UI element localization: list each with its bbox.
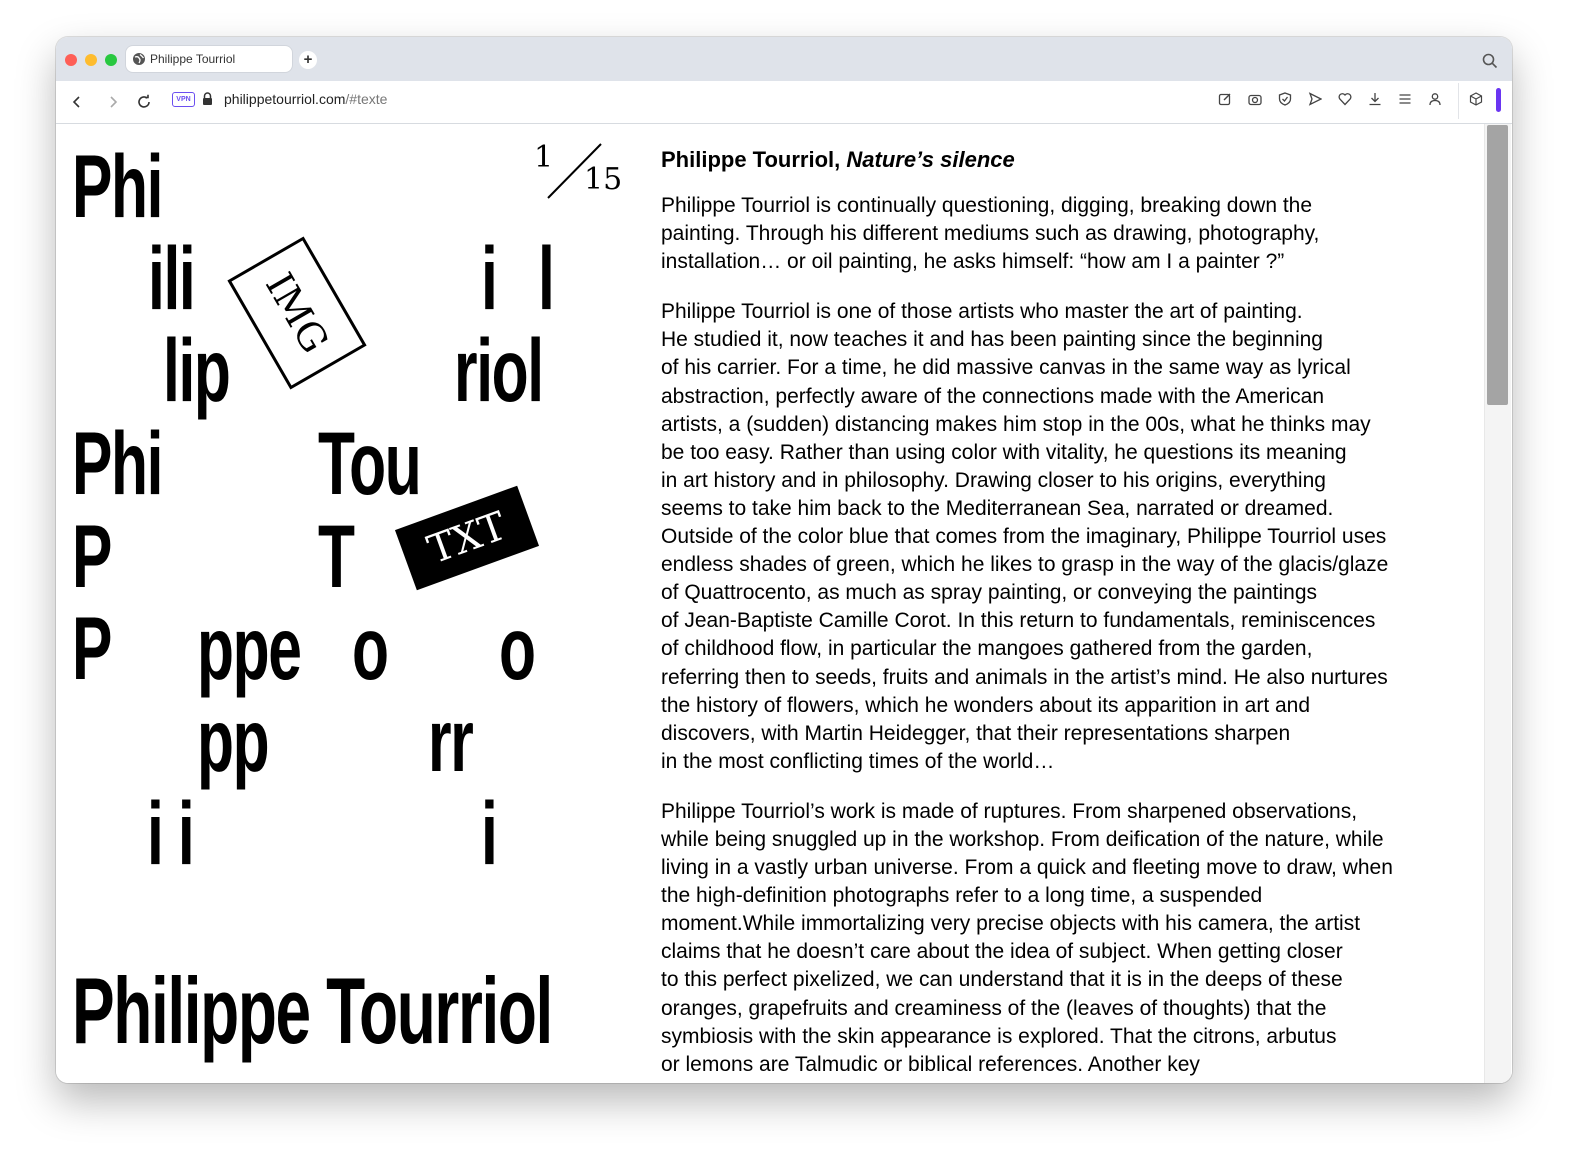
name-fragment: T <box>318 506 354 606</box>
globe-icon <box>132 52 146 66</box>
text-line: discovers, with Martin Heidegger, that their representations sharpen <box>661 721 1291 745</box>
name-fragment: P <box>72 506 112 606</box>
txt-label: TXT <box>421 503 513 573</box>
page-content <box>56 124 1512 1083</box>
text-line: of Jean-Baptiste Camille Corot. In this return to fundamentals, reminiscences <box>661 609 1376 633</box>
text-line: in art history and in philosophy. Drawing closer to his origins, everything <box>661 468 1326 492</box>
name-fragment: i <box>481 783 497 883</box>
text-line: to this perfect pixelized, we can understand that it is in the deeps of these <box>661 968 1343 992</box>
close-window-button[interactable] <box>65 54 77 66</box>
shield-icon[interactable] <box>1278 92 1292 106</box>
menu-icon[interactable] <box>1398 92 1412 106</box>
text-line: endless shades of green, which he likes to grasp in the way of the glacis/glaze <box>661 553 1389 577</box>
title-artist: Philippe Tourriol, <box>661 147 847 172</box>
text-line: of Quattrocento, as much as spray painting, or conveying the paintings <box>661 581 1318 605</box>
title-work: Nature’s silence <box>846 147 1015 172</box>
profile-icon[interactable] <box>1428 92 1442 106</box>
name-fragment: l <box>538 228 554 328</box>
send-icon[interactable] <box>1308 92 1322 106</box>
toolbar-divider <box>1458 83 1459 119</box>
text-line: Philippe Tourriol’s work is made of ruptures. From sharpened observations, <box>661 799 1358 823</box>
forward-arrow-icon[interactable] <box>105 94 121 110</box>
text-line: be too easy. Rather than using color with vitality, he questions its meaning <box>661 440 1347 464</box>
name-fragment: o <box>499 598 535 698</box>
download-icon[interactable] <box>1368 92 1382 106</box>
img-stamp-button[interactable] <box>227 236 366 389</box>
name-fragment: ili <box>148 228 195 328</box>
browser-window <box>56 37 1512 1083</box>
text-line: while being snuggled up in the workshop. From deification of the nature, while <box>661 827 1384 851</box>
text-line: the high-definition photographs refer to a long time, a suspended <box>661 884 1263 908</box>
text-line: of his carrier. For a time, he did massive canvas in the same way as lyrical <box>661 356 1351 380</box>
edit-icon[interactable] <box>1218 92 1232 106</box>
name-fragment: Phi <box>72 413 163 513</box>
text-line: abstraction, perfectly aware of the connections made with the American <box>661 384 1325 408</box>
name-fragment: o <box>352 598 388 698</box>
new-tab-button[interactable]: + <box>299 51 317 69</box>
paragraph-1 <box>661 192 1471 276</box>
text-line: of childhood flow, in particular the mangoes gathered from the garden, <box>661 637 1313 661</box>
text-line: oranges, grapefruits and creaminess of the (leaves of thoughts) that the <box>661 996 1327 1020</box>
text-line: painting. Through his different mediums such as drawing, photography, <box>661 222 1320 246</box>
text-line: the history of flowers, which he wonders about its apparition in art and <box>661 693 1311 717</box>
reload-icon[interactable] <box>136 94 152 110</box>
text-line: Philippe Tourriol is continually questioning, digging, breaking down the <box>661 194 1313 217</box>
text-line: or lemons are Talmudic or biblical references. Another key <box>661 1052 1200 1076</box>
name-fragment: Phi <box>72 136 163 236</box>
img-label: IMG <box>256 265 338 361</box>
name-fragment: Tou <box>318 413 421 513</box>
camera-icon[interactable] <box>1248 92 1262 106</box>
name-fragment: P <box>72 598 112 698</box>
url-path: /#texte <box>345 91 388 107</box>
search-tabs-icon[interactable] <box>1482 53 1498 69</box>
scrollbar-thumb[interactable] <box>1487 125 1508 405</box>
text-line: seems to take him back to the Mediterranean Sea, narrated or dreamed. <box>661 496 1334 520</box>
address-bar[interactable] <box>224 91 387 107</box>
text-line: claims that he doesn’t care about the idea of subject. When getting closer <box>661 940 1343 964</box>
cube-icon[interactable] <box>1469 92 1483 106</box>
text-line: artists, a (sudden) distancing makes him stop in the 00s, what he thinks may <box>661 412 1371 436</box>
name-fragment: ppe <box>197 598 301 698</box>
full-name-heading: Philippe Tourriol <box>72 958 552 1063</box>
url-host: philippetourriol.com <box>224 91 346 107</box>
text-line: living in a vastly urban universe. From a quick and fleeting move to draw, when <box>661 856 1393 880</box>
text-line: Philippe Tourriol is one of those artists who master the art of painting. <box>661 300 1303 324</box>
paragraph-2 <box>661 298 1471 776</box>
text-line: Outside of the color blue that comes from the imaginary, Philippe Tourriol uses <box>661 525 1387 549</box>
text-line: moment.While immortalizing very precise objects with his camera, the artist <box>661 912 1361 936</box>
name-fragment: pp <box>197 690 269 790</box>
name-fragment: rr <box>428 690 473 790</box>
name-fragment: lip <box>163 320 230 420</box>
name-fragment: i i <box>147 783 194 883</box>
text-line: installation… or oil painting, he asks himself: “how am I a painter ?” <box>661 250 1285 274</box>
tab-title: Philippe Tourriol <box>150 52 236 66</box>
lock-icon[interactable] <box>202 92 213 105</box>
minimize-window-button[interactable] <box>85 54 97 66</box>
text-line: He studied it, now teaches it and has been painting since the beginning <box>661 328 1323 352</box>
text-line: in the most conflicting times of the world… <box>661 749 1055 773</box>
paragraph-3 <box>661 798 1471 1079</box>
name-fragment: riol <box>454 320 543 420</box>
browser-tab[interactable] <box>126 46 292 72</box>
back-arrow-icon[interactable] <box>69 94 85 110</box>
name-fragment: i <box>481 228 497 328</box>
text-line: symbiosis with the skin appearance is explored. That the citrons, arbutus <box>661 1024 1337 1048</box>
article-text <box>661 146 1471 1083</box>
article-title <box>661 146 1471 174</box>
title-bar <box>56 37 1512 81</box>
vpn-badge[interactable]: VPN <box>172 92 195 107</box>
zoom-window-button[interactable] <box>105 54 117 66</box>
text-line: referring then to seeds, fruits and animals in the artist’s mind. He also nurtures <box>661 665 1388 689</box>
heart-icon[interactable] <box>1338 92 1352 106</box>
counter-total: 15 <box>584 162 623 197</box>
counter-current: 1 <box>534 140 554 175</box>
sidebar-toggle[interactable] <box>1496 88 1501 112</box>
